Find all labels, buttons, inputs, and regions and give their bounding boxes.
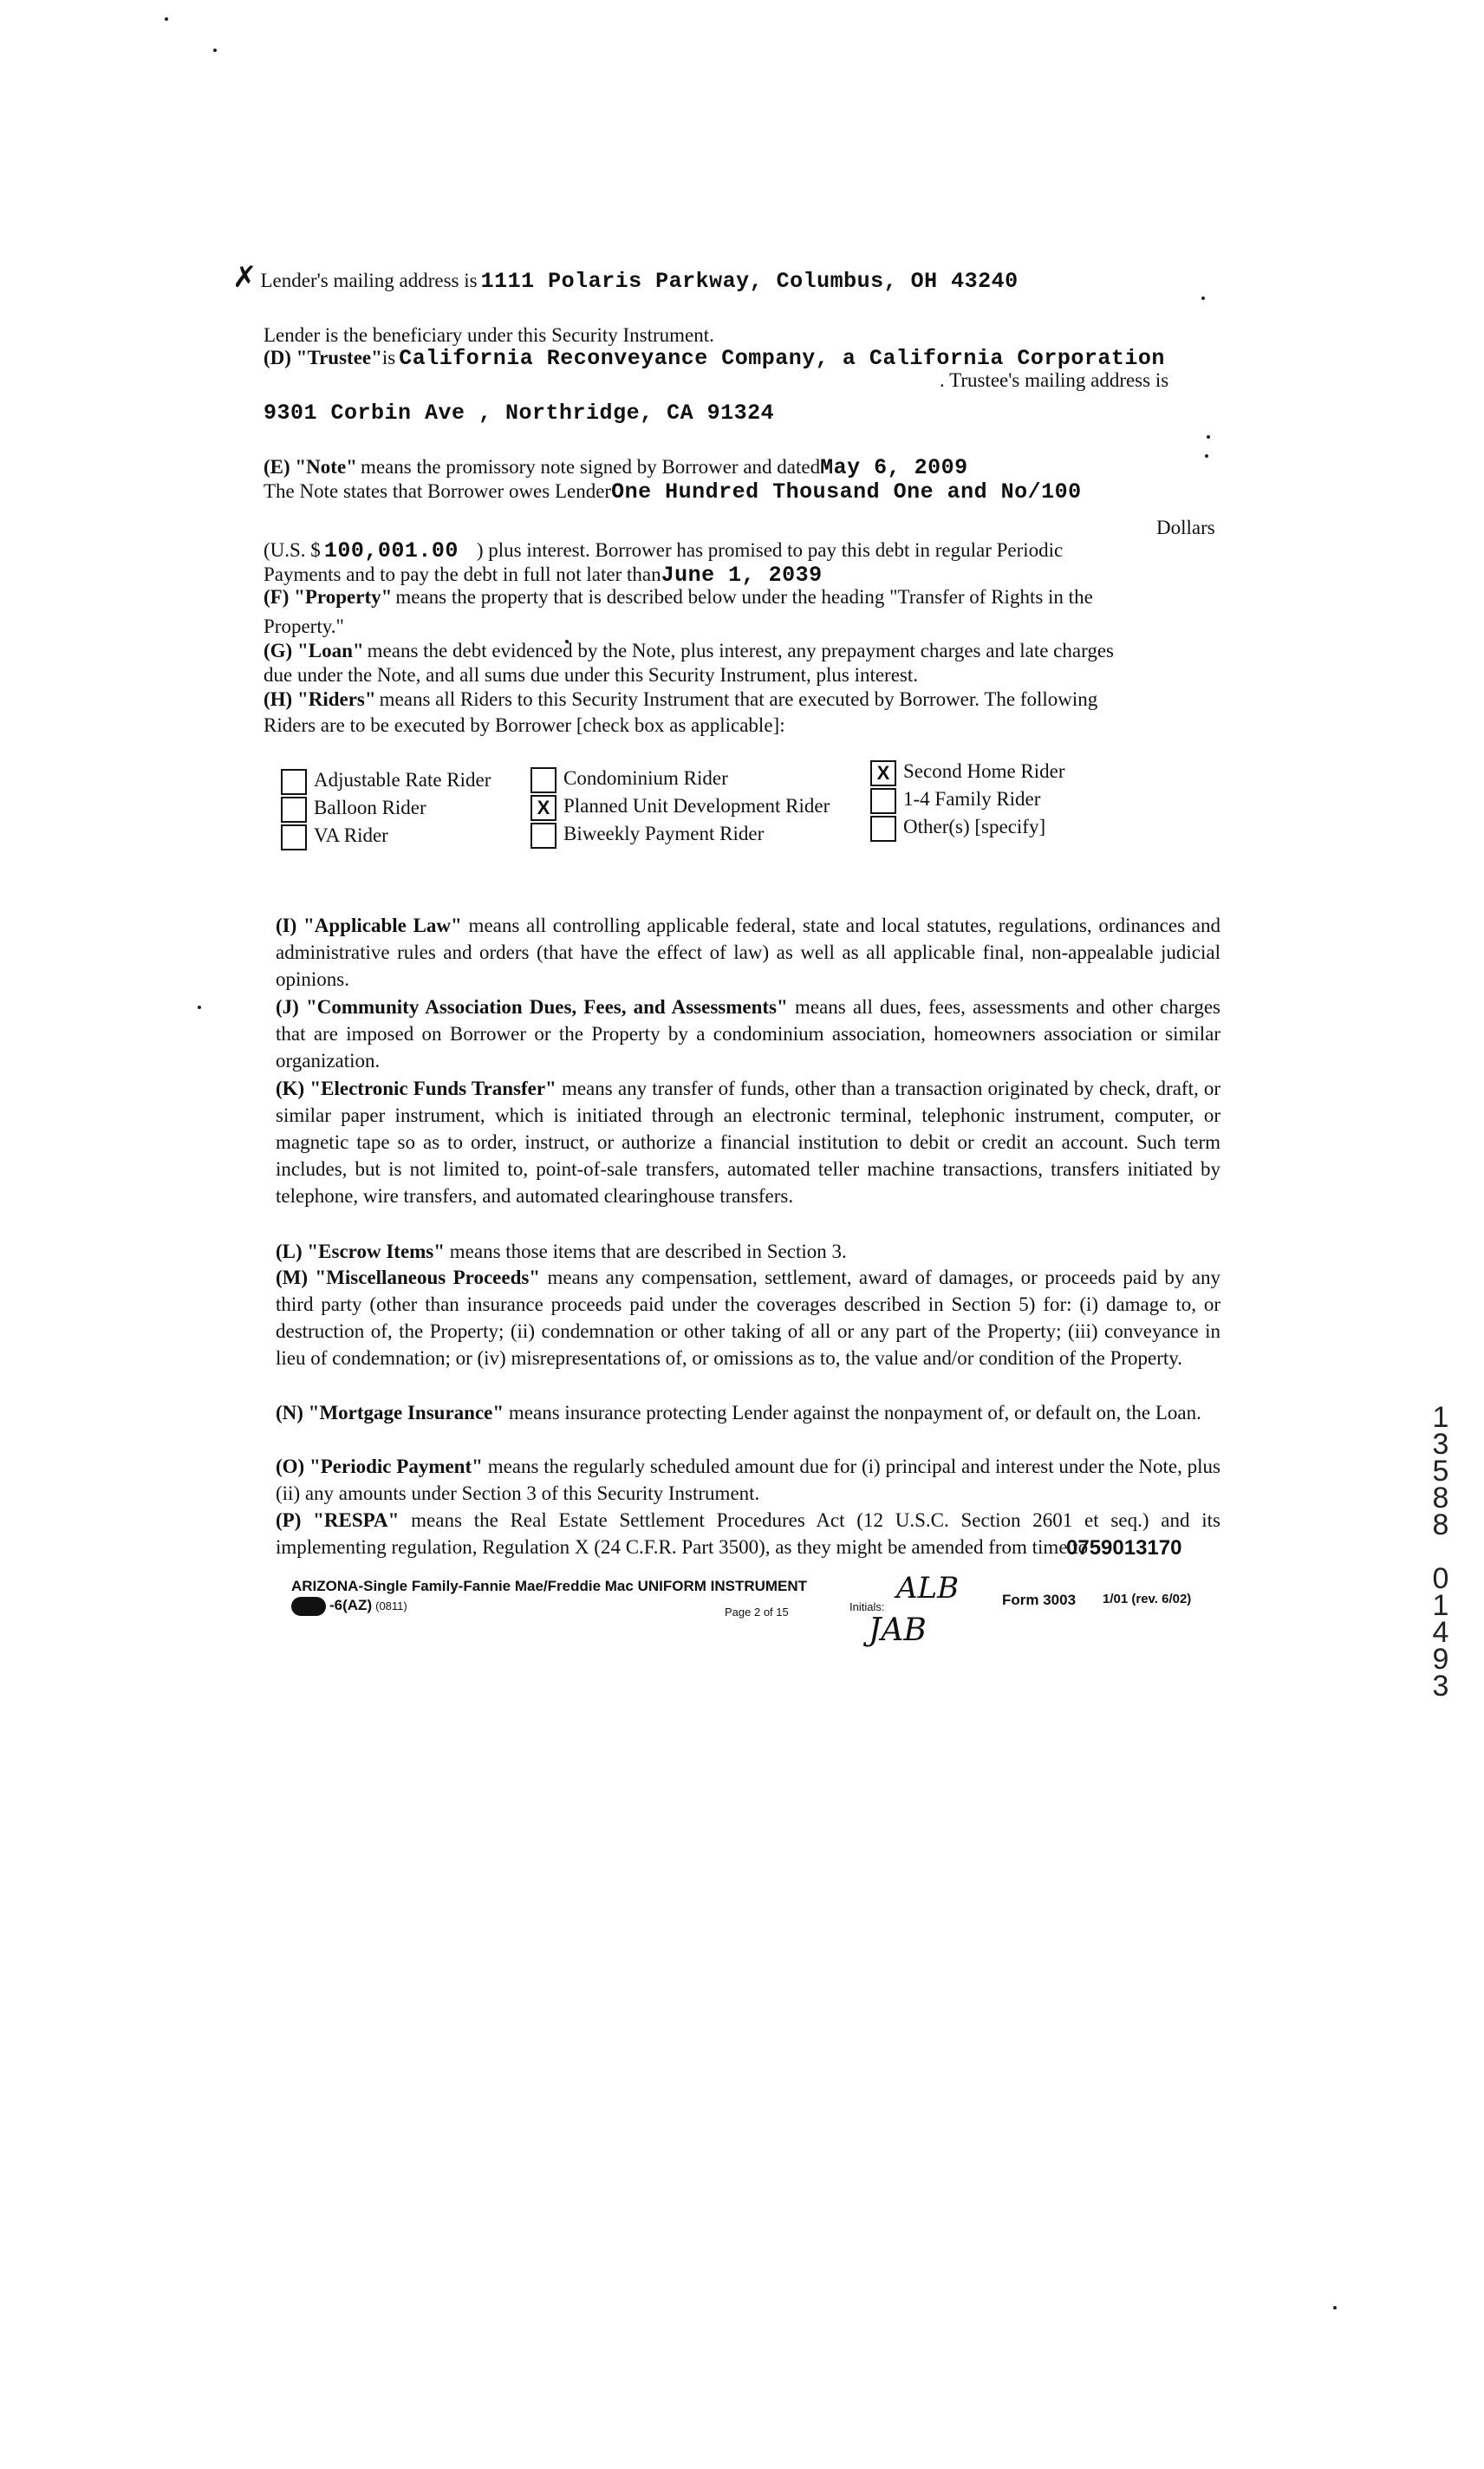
- trustee-mailing-suffix: . Trustee's mailing address is: [940, 369, 1169, 391]
- footer-title: ARIZONA-Single Family-Fannie Mae/Freddie Mac UNIFORM INSTRUMENT: [291, 1578, 808, 1594]
- rider-label: VA Rider: [314, 824, 388, 846]
- rider-label: Condominium Rider: [563, 767, 728, 789]
- definition-text: means the Real Estate Settlement Procedures Act (12 U.S.C. Section 2601 et seq.) and its implementing regulation, Regulation X (24 C.F.R. Part 3500), as they might be amended from time to: [276, 1509, 1220, 1558]
- definition-label: (J) "Community Association Dues, Fees, and Assessments": [276, 996, 788, 1018]
- definition-label: (N) "Mortgage Insurance": [276, 1402, 504, 1423]
- rider-checkbox[interactable]: [530, 823, 556, 849]
- footer-form-revision: 1/01 (rev. 6/02): [1103, 1592, 1192, 1606]
- rider-label: Balloon Rider: [314, 797, 426, 818]
- initials-signature: ALB: [896, 1571, 960, 1606]
- note-amount: 100,001.00: [323, 538, 459, 564]
- rider-va[interactable]: [281, 822, 388, 850]
- loan-text: means the debt evidenced by the Note, plus interest, any prepayment charges and late charges: [367, 640, 1114, 661]
- definition-periodic-payment: [276, 1453, 1220, 1507]
- definition-mortgage-insurance: [276, 1399, 1220, 1426]
- lender-mailing-address: 1111 Polaris Parkway, Columbus, OH 43240: [480, 269, 1019, 294]
- rider-checkbox[interactable]: [530, 767, 556, 793]
- rider-biweekly-payment[interactable]: [530, 820, 764, 849]
- loan-number: 0759013170: [1066, 1536, 1182, 1560]
- rider-planned-unit-development[interactable]: [530, 792, 830, 821]
- note-maturity-date: June 1, 2039: [661, 563, 823, 588]
- rider-1-4-family[interactable]: [870, 785, 1040, 814]
- rider-label: 1-4 Family Rider: [903, 788, 1041, 810]
- definition-text: means any transfer of funds, other than a transaction originated by check, draft, or similar paper instrument, which is initiated through an electronic terminal, telephonic instrument, computer, or magnetic tape so as to order, instruct, or authorize a financial institution to debit or credit an account. Such term includes, but is not limited to, point-of-sale transfers, automated teller machine transactions, transfers initiated by telephone, wire transfers, and automated clearinghouse transfers.: [276, 1078, 1221, 1207]
- rider-other[interactable]: [870, 813, 1045, 842]
- margin-stamp-number: 1 3 5 8 8 0 1 4 9 3: [1432, 1401, 1449, 1703]
- loan-line: [264, 638, 1114, 664]
- definition-text: means those items that are described in Section 3.: [445, 1241, 847, 1262]
- rider-label: Other(s) [specify]: [903, 816, 1046, 837]
- footer-form-code: [291, 1597, 407, 1616]
- lender-mailing-line: [232, 260, 1019, 295]
- loan-label: (G) "Loan": [264, 640, 364, 661]
- rider-condominium[interactable]: [530, 765, 728, 793]
- trustee-is: is: [381, 347, 396, 368]
- rider-checkbox[interactable]: [281, 797, 307, 823]
- riders-text-2: Riders are to be executed by Borrower [check box as applicable]:: [264, 714, 785, 736]
- rider-checkbox[interactable]: X: [870, 760, 896, 786]
- scan-speck: [165, 17, 168, 21]
- scan-speck: [1333, 2306, 1337, 2309]
- rider-checkbox[interactable]: [870, 788, 896, 814]
- footer-initials-label: Initials:: [849, 1600, 885, 1613]
- definition-label: (P) "RESPA": [276, 1509, 400, 1531]
- definition-text: means any compensation, settlement, award of damages, or proceeds paid by any third party (other than insurance proceeds paid under the coverages described in Section 5) for: (i) damage to, or destruction of, the Property; (ii) condemnation or other taking of all or any part of the Property; (iii) conveyance in lieu of condemnation; or (iv) misrepresentations of, or omissions as to, the value and/or condition of the Property.: [276, 1267, 1220, 1369]
- vmp-logo-icon: [291, 1597, 326, 1616]
- handwritten-mark-icon: ✗: [232, 260, 257, 295]
- note-owes-text: The Note states that Borrower owes Lender: [264, 480, 612, 502]
- scan-speck: [1205, 454, 1208, 458]
- trustee-name: California Reconveyance Company, a California Corporation: [399, 346, 1165, 371]
- definition-applicable-law: [276, 912, 1220, 993]
- trustee-label: (D) "Trustee": [264, 347, 382, 368]
- scan-speck: [213, 49, 217, 52]
- definition-label: (L) "Escrow Items": [276, 1241, 446, 1262]
- rider-checkbox[interactable]: [281, 769, 307, 795]
- dollars-label: Dollars: [1156, 517, 1215, 538]
- definition-label: (M) "Miscellaneous Proceeds": [276, 1267, 541, 1288]
- definition-escrow-items: [276, 1238, 1220, 1265]
- scan-speck: [1207, 435, 1210, 439]
- rider-balloon[interactable]: [281, 794, 426, 823]
- property-label: (F) "Property": [264, 586, 393, 608]
- rider-adjustable-rate[interactable]: [281, 766, 491, 795]
- initials-signature-2: JAB: [869, 1612, 927, 1648]
- rider-label: Biweekly Payment Rider: [563, 823, 765, 844]
- definition-electronic-funds-transfer: [276, 1075, 1220, 1209]
- loan-text-2: due under the Note, and all sums due under this Security Instrument, plus interest.: [264, 664, 919, 686]
- rider-checkbox[interactable]: [870, 816, 896, 842]
- footer-form-number: Form 3003: [1002, 1592, 1077, 1608]
- definition-label: (I) "Applicable Law": [276, 915, 462, 936]
- footer-code: -6(AZ): [329, 1597, 373, 1613]
- riders-label: (H) "Riders": [264, 688, 376, 710]
- note-label: (E) "Note": [264, 456, 357, 478]
- definition-miscellaneous-proceeds: [276, 1264, 1220, 1371]
- note-date: May 6, 2009: [820, 455, 968, 480]
- note-amount-words: One Hundred Thousand One and No/100: [611, 479, 1082, 505]
- note-owes-line: [264, 479, 1082, 505]
- rider-second-home[interactable]: [870, 758, 1065, 786]
- definition-community-association-dues: [276, 993, 1220, 1074]
- property-text: means the property that is described below under the heading "Transfer of Rights in the: [395, 586, 1093, 608]
- note-maturity-text: Payments and to pay the debt in full not later than: [264, 564, 661, 585]
- rider-label: Planned Unit Development Rider: [563, 795, 830, 817]
- definition-label: (O) "Periodic Payment": [276, 1456, 483, 1477]
- definition-text: means all controlling applicable federal, state and local statutes, regulations, ordinances and administrative rules and orders (that have the effect of law) as well as all applicable final, non-appealable judicial opinions.: [276, 915, 1220, 990]
- definition-text: means all dues, fees, assessments and other charges that are imposed on Borrower or the Property by a condominium association, homeowners association or similar organization.: [276, 996, 1220, 1072]
- property-text-2: Property.": [264, 616, 344, 637]
- scan-speck: [198, 1006, 201, 1009]
- note-interest-text: ) plus interest. Borrower has promised to pay this debt in regular Periodic: [476, 539, 1064, 561]
- note-text: means the promissory note signed by Borrower and dated: [360, 456, 821, 478]
- trustee-address: 9301 Corbin Ave , Northridge, CA 91324: [264, 401, 775, 426]
- riders-text: means all Riders to this Security Instrument that are executed by Borrower. The following: [379, 688, 1098, 710]
- definition-label: (K) "Electronic Funds Transfer": [276, 1078, 556, 1099]
- rider-checkbox[interactable]: X: [530, 795, 556, 821]
- scan-speck: [1201, 296, 1205, 300]
- riders-line: [264, 687, 1097, 713]
- definition-text: means insurance protecting Lender against the nonpayment of, or default on, the Loan.: [504, 1402, 1201, 1423]
- property-line: [264, 584, 1093, 610]
- beneficiary-line: Lender is the beneficiary under this Security Instrument.: [264, 324, 714, 346]
- note-amount-line: [264, 537, 1063, 564]
- footer-code-small: (0811): [375, 1599, 407, 1612]
- rider-checkbox[interactable]: [281, 824, 307, 850]
- footer-page-number: Page 2 of 15: [725, 1606, 789, 1619]
- note-line: [264, 454, 968, 480]
- rider-label: Adjustable Rate Rider: [314, 769, 491, 791]
- us-prefix: (U.S. $: [264, 539, 321, 561]
- lender-mailing-prefix: Lender's mailing address is: [260, 270, 478, 291]
- definition-text: means the regularly scheduled amount due for (i) principal and interest under the Note, plus (ii) any amounts under Section 3 of this Security Instrument.: [276, 1456, 1220, 1504]
- rider-label: Second Home Rider: [903, 760, 1065, 782]
